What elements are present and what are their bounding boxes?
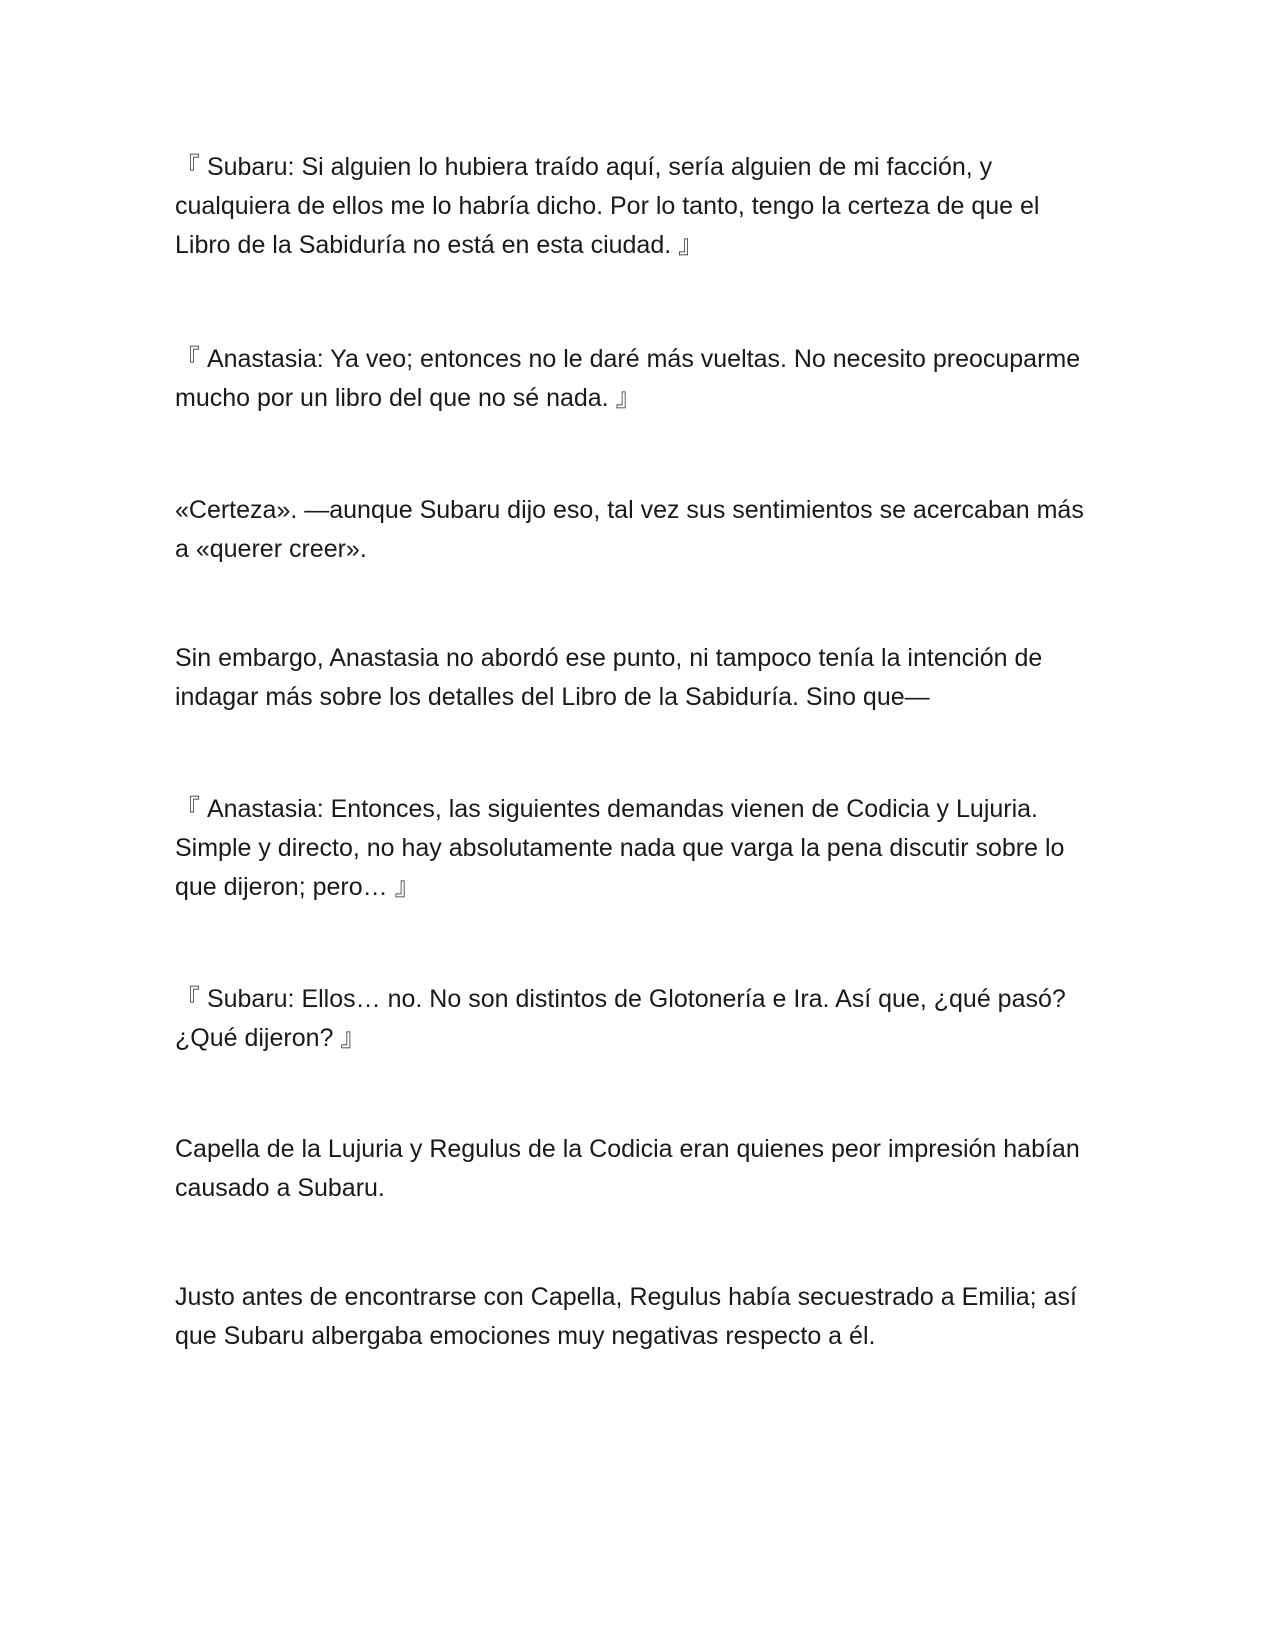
- paragraph-narration-certeza: «Certeza». —aunque Subaru dijo eso, tal vez sus sentimientos se acercaban más a «querer creer».: [175, 496, 1084, 563]
- paragraph-narration-anastasia: Sin embargo, Anastasia no abordó ese punto, ni tampoco tenía la intención de indagar más sobre los detalles del Libro de la Sabiduría. Sino que—: [175, 644, 1043, 711]
- paragraph-narration-capella-regulus: Capella de la Lujuria y Regulus de la Codicia eran quienes peor impresión habían causado a Subaru.: [175, 1135, 1080, 1202]
- paragraph-subaru-dialogue-1: 『 Subaru: Si alguien lo hubiera traído aquí, sería alguien de mi facción, y cualquiera de ellos me lo habría dicho. Por lo tanto, tengo la certeza de que el Libro de la Sabiduría no está en esta ciudad. 』: [175, 153, 1040, 259]
- paragraph-narration-emilia: Justo antes de encontrarse con Capella, Regulus había secuestrado a Emilia; así que Subaru albergaba emociones muy negativas respecto a él.: [175, 1283, 1077, 1350]
- paragraph-subaru-dialogue-2: 『 Subaru: Ellos… no. No son distintos de Glotonería e Ira. Así que, ¿qué pasó? ¿Qué dijeron? 』: [175, 985, 1066, 1052]
- paragraph-anastasia-dialogue-1: 『 Anastasia: Ya veo; entonces no le daré más vueltas. No necesito preocuparme mucho por un libro del que no sé nada. 』: [175, 345, 1081, 412]
- paragraph-anastasia-dialogue-2: 『 Anastasia: Entonces, las siguientes demandas vienen de Codicia y Lujuria. Simple y directo, no hay absolutamente nada que varga la pena discutir sobre lo que dijeron; pero… 』: [175, 795, 1065, 901]
